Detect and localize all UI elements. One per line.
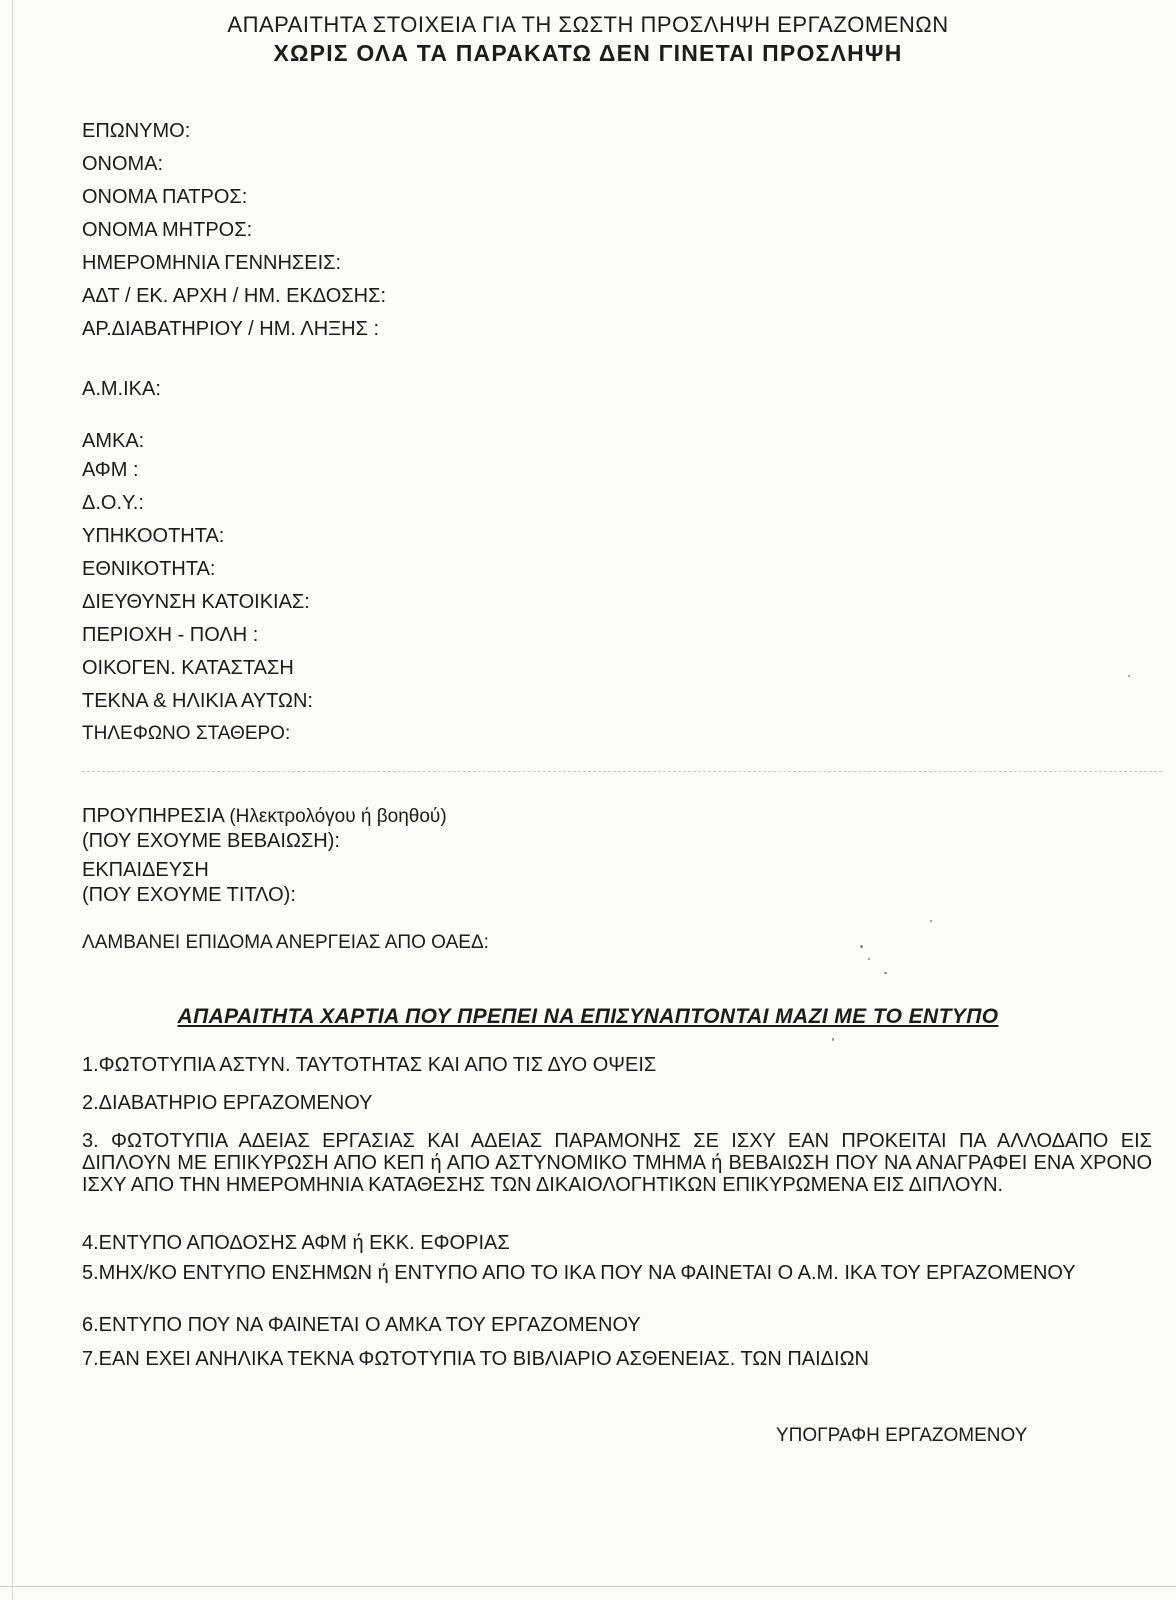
- document-item: 2.ΔΙΑΒΑΤΗΡΙΟ ΕΡΓΑΖΟΜΕΝΟΥ: [82, 1092, 373, 1114]
- field-landline: ΤΗΛΕΦΩΝΟ ΣΤΑΘΕΡΟ:: [82, 723, 291, 744]
- education-label: ΕΚΠΑΙΔΕΥΣΗ: [82, 859, 209, 881]
- field-birth-date: ΗΜΕΡΟΜΗΝΙΑ ΓΕΝΝΗΣΕΙΣ:: [82, 252, 342, 274]
- experience-label: ΠΡΟΥΠΗΡΕΣΙΑ: [82, 805, 224, 827]
- field-name: ΟΝΟΜΑ:: [82, 153, 164, 175]
- field-passport: ΑΡ.ΔΙΑΒΑΤΗΡΙΟΥ / ΗΜ. ΛΗΞΗΣ :: [82, 318, 380, 340]
- field-doy: Δ.Ο.Υ.:: [82, 492, 144, 514]
- field-surname: ΕΠΩΝΥΜΟ:: [82, 120, 191, 142]
- field-mother-name: ΟΝΟΜΑ ΜΗΤΡΟΣ:: [82, 219, 253, 241]
- field-amka: ΑΜΚΑ:: [82, 430, 145, 452]
- experience-line2: (ΠΟΥ ΕΧΟΥΜΕ ΒΕΒΑΙΩΣΗ):: [82, 830, 340, 852]
- form-title: ΑΠΑΡΑΙΤΗΤΑ ΣΤΟΙΧΕΙΑ ΓΙΑ ΤΗ ΣΩΣΤΗ ΠΡΟΣΛΗΨΗ ΕΡΓΑΖΟΜΕΝΩΝ: [227, 12, 949, 37]
- scan-speck: [1128, 675, 1130, 677]
- signature-label: ΥΠΟΓΡΑΦΗ ΕΡΓΑΖΟΜΕΝΟΥ: [776, 1425, 1028, 1446]
- field-citizenship: ΥΠΗΚΟΟΤΗΤΑ:: [82, 525, 225, 547]
- scan-edge: [0, 1586, 1176, 1587]
- field-unemployment-benefit: ΛΑΜΒΑΝΕΙ ΕΠΙΔΟΜΑ ΑΝΕΡΓΕΙΑΣ ΑΠΟ ΟΑΕΔ:: [82, 932, 489, 953]
- scan-speck: [860, 945, 863, 948]
- field-experience: [82, 804, 447, 854]
- scan-speck: [884, 972, 887, 974]
- scan-speck: [832, 1038, 834, 1041]
- field-ika-number: Α.Μ.ΙΚΑ:: [82, 378, 161, 400]
- field-father-name: ΟΝΟΜΑ ΠΑΤΡΟΣ:: [82, 186, 248, 208]
- field-id-card: ΑΔΤ / ΕΚ. ΑΡΧΗ / ΗΜ. ΕΚΔΟΣΗΣ:: [82, 285, 387, 307]
- education-line2: (ΠΟΥ ΕΧΟΥΜΕ ΤΙΤΛΟ):: [82, 884, 296, 906]
- section-divider: [82, 771, 1162, 772]
- field-address: ΔΙΕΥΘΥΝΣΗ ΚΑΤΟΙΚΙΑΣ:: [82, 591, 310, 613]
- documents-heading: ΑΠΑΡΑΙΤΗΤΑ ΧΑΡΤΙΑ ΠΟΥ ΠΡΕΠΕΙ ΝΑ ΕΠΙΣΥΝΑΠΤΟΝΤΑΙ ΜΑΖΙ ΜΕ ΤΟ ΕΝΤΥΠΟ: [177, 1005, 999, 1028]
- scan-speck: [930, 920, 932, 922]
- experience-note: (Ηλεκτρολόγου ή βοηθού): [229, 806, 447, 827]
- field-nationality: ΕΘΝΙΚΟΤΗΤΑ:: [82, 558, 216, 580]
- document-item: 1.ΦΩΤΟΤΥΠΙΑ ΑΣΤΥΝ. ΤΑΥΤΟΤΗΤΑΣ ΚΑΙ ΑΠΟ ΤΙΣ ΔΥΟ ΟΨΕΙΣ: [82, 1054, 657, 1076]
- document-item: 3. ΦΩΤΟΤΥΠΙΑ ΑΔΕΙΑΣ ΕΡΓΑΣΙΑΣ ΚΑΙ ΑΔΕΙΑΣ ΠΑΡΑΜΟΝΗΣ ΣΕ ΙΣΧΥ ΕΑΝ ΠΡΟΚΕΙΤΑΙ ΠΑ ΑΛΛΟΔΑΠΟ ΕΙΣ ΔΙΠΛΟΥΝ ΜΕ ΕΠΙΚΥΡΩΣΗ ΑΠΟ ΚΕΠ ή ΑΠΟ ΑΣΤΥΝΟΜΙΚΟ ΤΜΗΜΑ ή ΒΕΒΑΙΩΣΗ ΠΟΥ ΝΑ ΑΝΑΓΡΑΦΕΙ ΕΝΑ ΧΡΟΝΟ ΙΣΧΥ ΑΠΟ ΤΗΝ ΗΜΕΡΟΜΗΝΙΑ ΚΑΤΑΘΕΣΗΣ ΤΩΝ ΔΙΚΑΙΟΛΟΓΗΤΙΚΩΝ ΕΠΙΚΥΡΩΜΕΝΑ ΕΙΣ ΔΙΠΛΟΥΝ.: [82, 1130, 1152, 1196]
- field-children: ΤΕΚΝΑ & ΗΛΙΚΙΑ ΑΥΤΩΝ:: [82, 690, 313, 712]
- document-item: 5.ΜΗΧ/ΚΟ ΕΝΤΥΠΟ ΕΝΣΗΜΩΝ ή ΕΝΤΥΠΟ ΑΠΟ ΤΟ ΙΚΑ ΠΟΥ ΝΑ ΦΑΙΝΕΤΑΙ Ο Α.Μ. ΙΚΑ ΤΟΥ ΕΡΓΑΖΟΜΕΝΟΥ: [82, 1262, 1076, 1284]
- document-item: 4.ΕΝΤΥΠΟ ΑΠΟΔΟΣΗΣ ΑΦΜ ή ΕΚΚ. ΕΦΟΡΙΑΣ: [82, 1232, 510, 1254]
- field-marital-status: ΟΙΚΟΓΕΝ. ΚΑΤΑΣΤΑΣΗ: [82, 657, 294, 679]
- document-item: 6.ΕΝΤΥΠΟ ΠΟΥ ΝΑ ΦΑΙΝΕΤΑΙ Ο ΑΜΚΑ ΤΟΥ ΕΡΓΑΖΟΜΕΝΟΥ: [82, 1314, 641, 1336]
- scan-edge: [12, 0, 13, 1600]
- field-area-city: ΠΕΡΙΟΧΗ - ΠΟΛΗ :: [82, 624, 259, 646]
- document-item: 7.ΕΑΝ ΕΧΕΙ ΑΝΗΛΙΚΑ ΤΕΚΝΑ ΦΩΤΟΤΥΠΙΑ ΤΟ ΒΙΒΛΙΑΡΙΟ ΑΣΘΕΝΕΙΑΣ. ΤΩΝ ΠΑΙΔΙΩΝ: [82, 1348, 869, 1370]
- scan-speck: [868, 958, 870, 960]
- form-subtitle: ΧΩΡΙΣ ΟΛΑ ΤΑ ΠΑΡΑΚΑΤΩ ΔΕΝ ΓΙΝΕΤΑΙ ΠΡΟΣΛΗΨΗ: [273, 40, 903, 66]
- field-afm: ΑΦΜ :: [82, 459, 139, 481]
- field-education: [82, 858, 296, 908]
